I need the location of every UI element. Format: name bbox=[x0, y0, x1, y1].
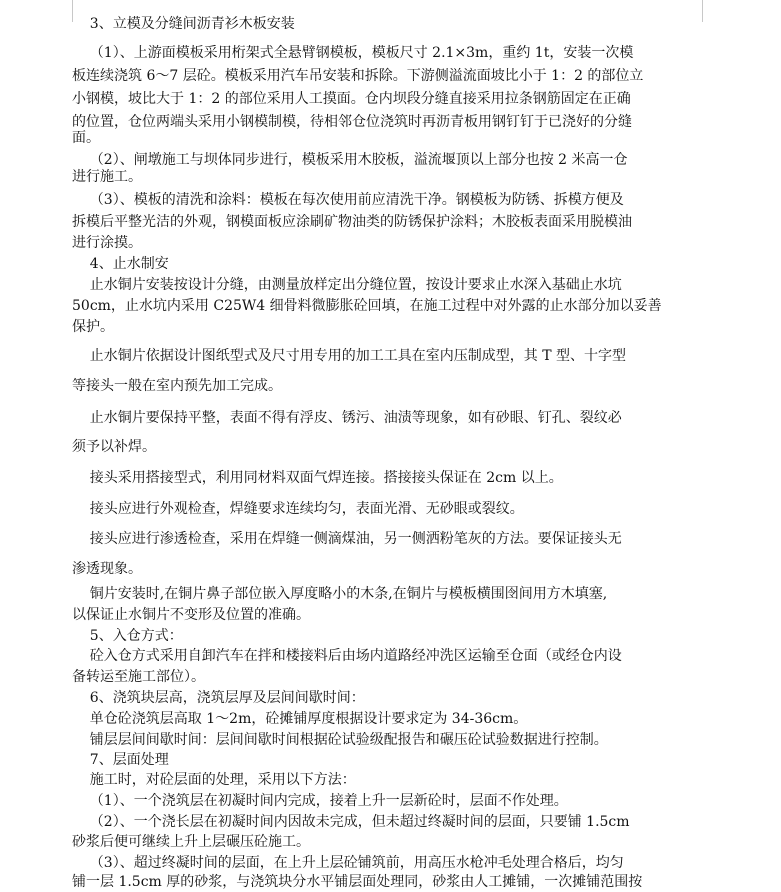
text-line: 接头应进行外观检查，焊缝要求连续均匀，表面光滑、无砂眼或裂纹。 bbox=[72, 501, 524, 517]
text-line: 单仓砼浇筑层高取 1～2m，砼摊铺厚度根据设计要求定为 34-36cm。 bbox=[72, 711, 528, 727]
text-line: 备转运至施工部位）。 bbox=[72, 669, 205, 685]
text-line: 铺层层间间歇时间：层间间歇时间根据砼试验级配报告和碾压砼试验数据进行控制。 bbox=[72, 732, 608, 748]
text-line: 保护。 bbox=[72, 319, 114, 335]
heading-layer-height: 6、浇筑块层高，浇筑层厚及层间间歇时间： bbox=[72, 690, 365, 706]
text-line: 止水铜片安装按设计分缝，由测量放样定出分缝位置，按设计要求止水深入基础止水坑 bbox=[72, 277, 622, 293]
text-line: 砂浆后便可继续上升上层碾压砼施工。 bbox=[72, 834, 310, 850]
text-line: 接头应进行渗透检查，采用在焊缝一侧滴煤油，另一侧洒粉笔灰的方法。要保证接头无 bbox=[72, 531, 622, 547]
text-line: （3）、超过终凝时间的层面，在上升上层砼铺筑前，用高压水枪冲毛处理合格后，均匀 bbox=[72, 855, 624, 871]
margin-corner-mark-left bbox=[44, 0, 73, 22]
text-line: 止水铜片依据设计图纸型式及尺寸用专用的加工工具在室内压制成型，其 T 型、十字型 bbox=[72, 348, 627, 364]
text-line: 铜片安装时,在铜片鼻子部位嵌入厚度略小的木条,在铜片与模板横围囹间用方木填塞, bbox=[72, 586, 608, 602]
text-line: 小钢模，坡比大于 1：2 的部位采用人工摸面。仓内坝段分缝直接采用拉条钢筋固定在正确 bbox=[72, 91, 631, 107]
heading-waterstop: 4、止水制安 bbox=[72, 256, 169, 272]
text-line: （1）、一个浇筑层在初凝时间内完成，接着上升一层新砼时，层面不作处理。 bbox=[72, 793, 568, 809]
text-line: 以保证止水铜片不变形及位置的准确。 bbox=[72, 607, 310, 623]
text-line: 等接头一般在室内预先加工完成。 bbox=[72, 378, 282, 394]
text-line: 须予以补焊。 bbox=[72, 439, 156, 455]
text-line: 拆模后平整光洁的外观，钢模面板应涂刷矿物油类的防锈保护涂料；木胶板表面采用脱模油 bbox=[72, 214, 632, 230]
text-line: 接头采用搭接型式，利用同材料双面气焊连接。搭接接头保证在 2cm 以上。 bbox=[72, 470, 563, 486]
margin-corner-mark-right bbox=[702, 0, 731, 22]
text-line: （1）、上游面模板采用桁架式全悬臂钢模板，模板尺寸 2.1×3m，重约 1t，安装一次模 bbox=[72, 45, 634, 61]
text-line: 的位置，仓位两端头采用小钢模制模，待相邻仓位浇筑时再沥青板用钢钉钉于已浇好的分缝 bbox=[72, 114, 632, 130]
text-line: 施工时，对砼层面的处理，采用以下方法： bbox=[72, 772, 356, 788]
text-line: （3）、模板的清洗和涂料：模板在每次使用前应清洗干净。钢模板为防锈、拆模方便及 bbox=[72, 192, 624, 208]
heading-pouring: 5、入仓方式： bbox=[72, 628, 183, 644]
text-line: 止水铜片要保持平整，表面不得有浮皮、锈污、油渍等现象，如有砂眼、钉孔、裂纹必 bbox=[72, 410, 622, 426]
text-line: 50cm，止水坑内采用 C25W4 细骨料微膨胀砼回填，在施工过程中对外露的止水部分加以妥善 bbox=[72, 298, 662, 314]
text-line: 砼入仓方式采用自卸汽车在拌和楼接料后由场内道路经冲洗区运输至仓面（或经仓内设 bbox=[72, 648, 622, 664]
text-line: 板连续浇筑 6～7 层砼。模板采用汽车吊安装和拆除。下游侧溢流面坡比小于 1：2 的部位立 bbox=[72, 68, 644, 84]
text-line: （2）、闸墩施工与坝体同步进行，模板采用木胶板，溢流堰顶以上部分也按 2 米高一仓 bbox=[72, 152, 628, 168]
text-line: 渗透现象。 bbox=[72, 561, 142, 577]
heading-layer-treatment: 7、层面处理 bbox=[72, 752, 169, 768]
text-line: 面。 bbox=[72, 130, 100, 146]
text-line: 进行涂摸。 bbox=[72, 235, 142, 251]
heading-formwork: 3、立模及分缝间沥青衫木板安装 bbox=[72, 16, 295, 32]
text-line: 进行施工。 bbox=[72, 169, 142, 185]
text-line: 铺一层 1.5cm 厚的砂浆，与浇筑块分水平铺层面处理同，砂浆由人工摊铺，一次摊铺范围按 bbox=[72, 874, 643, 890]
text-line: （2）、一个浇长层在初凝时间内因故未完成，但未超过终凝时间的层面，只要铺 1.5cm bbox=[72, 814, 630, 830]
